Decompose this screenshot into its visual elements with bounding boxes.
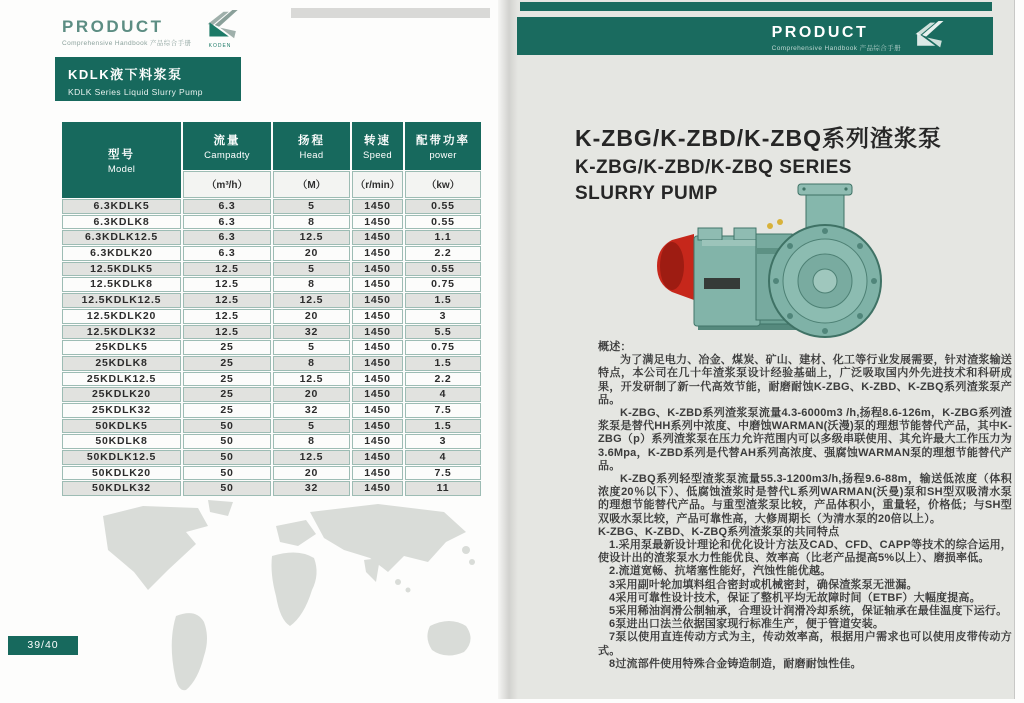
table-cell: 6.3 [183, 215, 271, 230]
table-row [62, 215, 483, 230]
table-cell: 1450 [352, 450, 403, 465]
table-row [62, 246, 483, 261]
table-cell: 25 [183, 356, 271, 371]
table-cell: 1450 [352, 340, 403, 355]
right-brand-block [772, 24, 901, 52]
table-cell: 2.2 [405, 246, 481, 261]
feature-item: 2.流道宽畅、抗堵塞性能好，汽蚀性能优越。 [609, 565, 832, 578]
page-number-badge: 39/40 [8, 636, 78, 655]
header-model-zh: 型号 [108, 148, 135, 161]
header-capacity-zh: 流量 [213, 134, 241, 147]
header-model-en: Model [107, 163, 136, 175]
table-cell: 50KDLK20 [62, 466, 181, 481]
table-cell: 12.5 [273, 372, 350, 387]
table-row [62, 387, 483, 402]
table-cell: 5 [273, 262, 350, 277]
overview-paragraph: 为了满足电力、冶金、煤炭、矿山、建材、化工等行业发展需要，针对渣浆输送特点，本公司在几十年渣浆泵设计经验基础上，广泛吸取国内外先进技术和科研成果，开发研制了新一代高效节能，耐磨耐蚀K-ZBG、K-ZBD、K-ZBQ系列渣浆泵产品。 [598, 354, 1012, 406]
table-cell: 8 [273, 215, 350, 230]
table-cell: 25 [183, 372, 271, 387]
feature-item: 7泵以使用直连传动方式为主，传动效率高，根据用户需求也可以使用皮带传动方式。 [598, 631, 1012, 657]
table-row [62, 419, 483, 434]
table-cell: 12.5KDLK32 [62, 325, 181, 340]
table-cell: 25KDLK12.5 [62, 372, 181, 387]
table-cell: 20 [273, 309, 350, 324]
spec-table-header [62, 122, 483, 198]
table-cell: 2.2 [405, 372, 481, 387]
table-row [62, 403, 483, 418]
features-title: K-ZBG、K-ZBD、K-ZBQ系列渣浆泵的共同特点 [598, 525, 840, 538]
header-head [273, 122, 350, 170]
table-row [62, 466, 483, 481]
table-cell: 12.5KDLK5 [62, 262, 181, 277]
table-cell: 50 [183, 450, 271, 465]
table-row [62, 325, 483, 340]
table-cell: 7.5 [405, 403, 481, 418]
table-cell: 8 [273, 277, 350, 292]
table-cell: 12.5 [273, 450, 350, 465]
table-row [62, 372, 483, 387]
feature-item: 6泵进出口法兰依据国家现行标准生产，便于管道安装。 [609, 618, 885, 631]
table-cell: 6.3KDLK12.5 [62, 230, 181, 245]
brand-subtitle-right: Comprehensive Handbook 产品综合手册 [771, 45, 901, 52]
header-power-en: power [429, 149, 457, 161]
table-cell: 11 [405, 481, 481, 496]
table-cell: 20 [273, 466, 350, 481]
table-cell: 12.5KDLK20 [62, 309, 181, 324]
table-cell: 12.5KDLK12.5 [62, 293, 181, 308]
table-cell: 25 [183, 387, 271, 402]
table-cell: 6.3 [183, 230, 271, 245]
table-cell: 50KDLK8 [62, 434, 181, 449]
table-cell: 1450 [352, 293, 403, 308]
table-cell: 6.3 [183, 246, 271, 261]
brand-word-right: PRODUCT [771, 24, 869, 41]
table-cell: 20 [273, 387, 350, 402]
table-row [62, 434, 483, 449]
table-cell: 25KDLK8 [62, 356, 181, 371]
table-row [62, 450, 483, 465]
header-speed-en: Speed [363, 149, 392, 161]
table-cell: 50 [183, 419, 271, 434]
overview-label: 概述： [598, 341, 632, 353]
table-cell: 0.55 [405, 199, 481, 214]
right-top-thin-bar [520, 2, 992, 11]
unit-head: （M） [273, 171, 350, 198]
table-cell: 0.75 [405, 340, 481, 355]
unit-capacity: （m³/h） [183, 171, 271, 198]
table-cell: 25 [183, 340, 271, 355]
header-speed [352, 122, 403, 170]
table-cell: 12.5 [273, 293, 350, 308]
table-cell: 1450 [352, 246, 403, 261]
table-cell: 50KDLK32 [62, 481, 181, 496]
table-cell: 1.5 [405, 293, 481, 308]
feature-item: 8过流部件使用特殊合金铸造制造，耐磨耐蚀性佳。 [609, 657, 862, 670]
table-cell: 1450 [352, 215, 403, 230]
header-model [62, 122, 181, 198]
table-cell: 12.5 [183, 277, 271, 292]
koden-logo-icon-white [909, 21, 949, 55]
table-cell: 32 [273, 481, 350, 496]
koden-logo-icon [200, 10, 240, 49]
table-cell: 1.5 [405, 356, 481, 371]
table-cell: 3 [405, 309, 481, 324]
table-cell: 12.5 [183, 293, 271, 308]
features-list [598, 539, 1012, 671]
product-title-zh: K-ZBG/K-ZBD/K-ZBQ系列渣浆泵 [575, 125, 942, 151]
overview-paragraph: K-ZBG、K-ZBD系列渣浆泵流量4.3-6000m3 /h,扬程8.6-126m，K-ZBG系列渣浆泵是替代HH系列中浓度、中磨蚀WARMAN(沃漫)泵的理想节能替代产品，其中K-ZBG（p）系列渣浆泵在压力允许范围内可以多级串联使用、其允许最大工作压力为3.6Mpa，K-ZBD系列是代替AH系列高浓度、强腐蚀WARMAN泵的理想节能替代产品。 [598, 407, 1012, 472]
table-cell: 0.75 [405, 277, 481, 292]
table-row [62, 340, 483, 355]
table-cell: 1450 [352, 403, 403, 418]
table-cell: 25KDLK20 [62, 387, 181, 402]
table-cell: 6.3KDLK8 [62, 215, 181, 230]
table-cell: 50KDLK5 [62, 419, 181, 434]
feature-item: 4采用可靠性设计技术，保证了整机平均无故障时间（ETBF）大幅度提高。 [609, 591, 981, 604]
table-row [62, 356, 483, 371]
table-cell: 1450 [352, 309, 403, 324]
brand-word: PRODUCT [62, 17, 164, 36]
table-cell: 5 [273, 199, 350, 214]
table-cell: 5 [273, 419, 350, 434]
table-cell: 4 [405, 387, 481, 402]
table-cell: 1450 [352, 434, 403, 449]
header-power-zh: 配带功率 [416, 134, 470, 147]
table-cell: 1450 [352, 387, 403, 402]
header-power [405, 122, 481, 170]
spec-table [62, 122, 483, 496]
table-cell: 25KDLK5 [62, 340, 181, 355]
product-title-en-line1: K-ZBG/K-ZBD/K-ZBQ SERIES [575, 157, 852, 178]
table-cell: 1.1 [405, 230, 481, 245]
table-cell: 12.5KDLK8 [62, 277, 181, 292]
table-cell: 6.3 [183, 199, 271, 214]
table-cell: 50 [183, 481, 271, 496]
left-brand-block [62, 17, 292, 53]
table-cell: 1.5 [405, 419, 481, 434]
table-row [62, 309, 483, 324]
overview-paragraphs [598, 354, 1012, 526]
table-cell: 32 [273, 403, 350, 418]
table-row [62, 230, 483, 245]
table-row [62, 277, 483, 292]
table-cell: 1450 [352, 230, 403, 245]
table-row [62, 481, 483, 496]
series-banner [55, 57, 241, 101]
table-cell: 1450 [352, 199, 403, 214]
feature-item: 1.采用泵最新设计理论和优化设计方法及CAD、CFD、CAPP等技术的综合运用，使设计出的渣浆泵水力性能优良、效率高（比老产品提高5%以上）、磨损率低。 [598, 539, 1012, 565]
table-cell: 8 [273, 356, 350, 371]
table-cell: 50 [183, 466, 271, 481]
spec-table-body [62, 199, 483, 496]
table-cell: 12.5 [273, 230, 350, 245]
feature-item: 5采用稀油润滑公制轴承，合理设计润滑冷却系统，保证轴承在最佳温度下运行。 [609, 605, 1008, 618]
right-page-edge-line [1014, 0, 1015, 699]
table-cell: 12.5 [183, 325, 271, 340]
table-cell: 50KDLK12.5 [62, 450, 181, 465]
table-cell: 6.3KDLK5 [62, 199, 181, 214]
table-cell: 5 [273, 340, 350, 355]
table-cell: 25KDLK32 [62, 403, 181, 418]
table-cell: 1450 [352, 356, 403, 371]
header-capacity [183, 122, 271, 170]
table-cell: 25 [183, 403, 271, 418]
table-cell: 7.5 [405, 466, 481, 481]
table-cell: 1450 [352, 262, 403, 277]
table-cell: 8 [273, 434, 350, 449]
table-cell: 0.55 [405, 215, 481, 230]
brand-subtitle: Comprehensive Handbook 产品综合手册 [62, 40, 192, 47]
table-cell: 12.5 [183, 309, 271, 324]
table-cell: 6.3KDLK20 [62, 246, 181, 261]
table-cell: 32 [273, 325, 350, 340]
table-row [62, 199, 483, 214]
koden-logo-text: KODEN [208, 43, 232, 49]
table-cell: 3 [405, 434, 481, 449]
world-map-image [48, 498, 510, 698]
series-banner-title-zh: KDLK液下料浆泵 [68, 67, 183, 82]
feature-item: 3采用副叶轮加填料组合密封或机械密封，确保渣浆泵无泄漏。 [609, 578, 918, 591]
description-text-block [598, 341, 1012, 671]
product-title-en-line2: SLURRY PUMP [575, 183, 718, 204]
table-cell: 1450 [352, 325, 403, 340]
series-banner-title-en: KDLK Series Liquid Slurry Pump [68, 87, 203, 97]
slurry-pump-image [652, 182, 896, 342]
table-cell: 1450 [352, 466, 403, 481]
table-row [62, 262, 483, 277]
header-speed-zh: 转速 [364, 134, 391, 147]
table-cell: 12.5 [183, 262, 271, 277]
table-cell: 1450 [352, 372, 403, 387]
unit-speed: （r/min） [352, 171, 403, 198]
table-cell: 1450 [352, 481, 403, 496]
table-cell: 5.5 [405, 325, 481, 340]
table-cell: 4 [405, 450, 481, 465]
table-cell: 1450 [352, 277, 403, 292]
header-head-en: Head [299, 149, 324, 161]
unit-power: （kw） [405, 171, 481, 198]
header-capacity-en: Campadty [204, 149, 250, 161]
table-cell: 50 [183, 434, 271, 449]
header-head-zh: 扬程 [298, 134, 325, 147]
table-cell: 0.55 [405, 262, 481, 277]
table-cell: 20 [273, 246, 350, 261]
overview-paragraph: K-ZBQ系列轻型渣浆泵流量55.3-1200m3/h,扬程9.6-88m，输送低浓度（体积浓度20％以下）、低腐蚀渣浆时是替代L系列WARMAN(沃曼)泵和SH型双吸清水泵的理想节能替代产品。与重型渣浆泵比较，产品体积小，重量轻，价格低；与SH型双吸水泵比较，产品可靠性高，大修周期长（为清水泵的20倍以上）。 [598, 473, 1012, 525]
table-cell: 1450 [352, 419, 403, 434]
left-top-gray-bar [291, 8, 490, 18]
right-header-banner [517, 17, 993, 55]
table-row [62, 293, 483, 308]
